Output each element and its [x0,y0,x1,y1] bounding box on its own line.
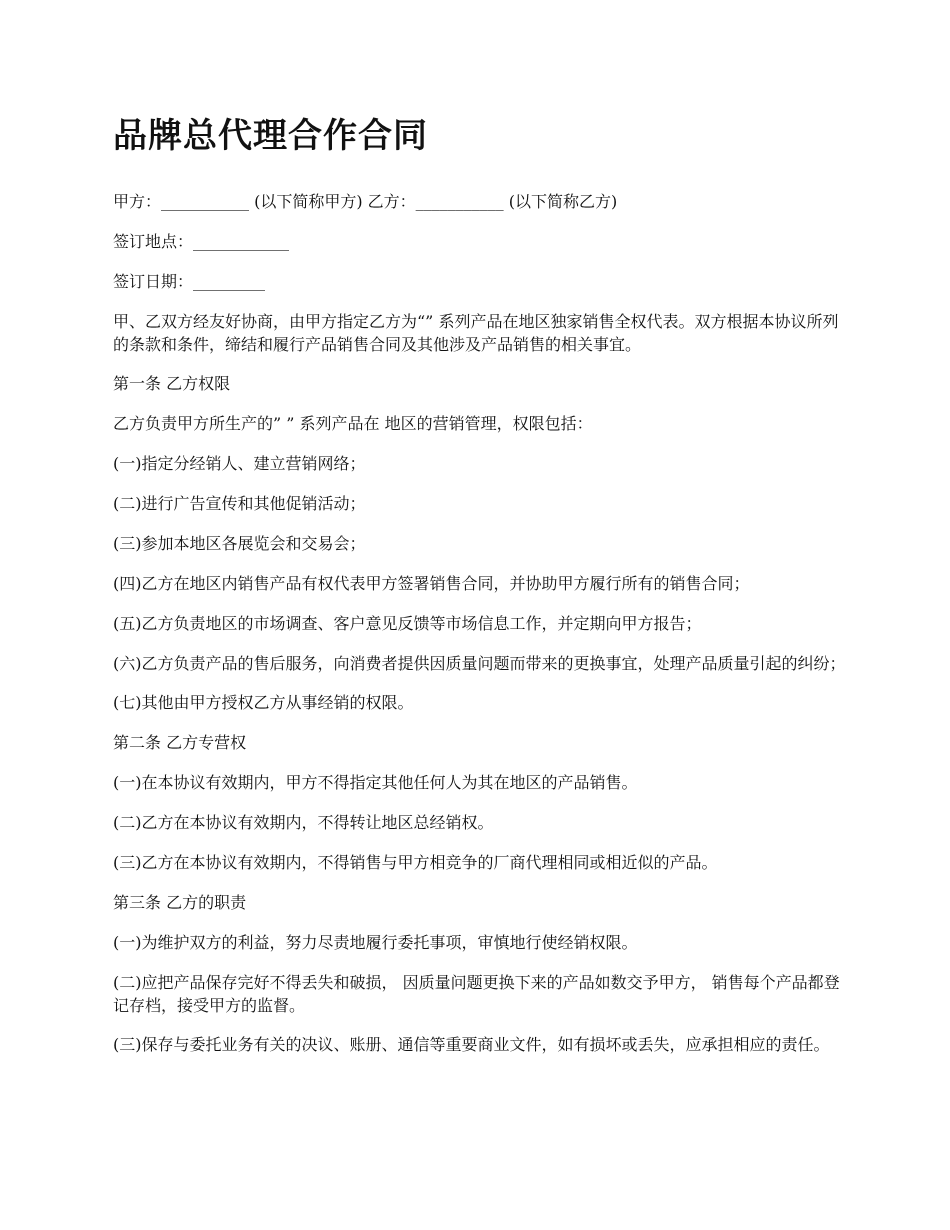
signing-location: 签订地点：____________ [113,232,290,251]
article-2-item-1: (一)在本协议有效期内，甲方不得指定其他任何人为其在地区的产品销售。 [113,773,638,792]
article-1-intro: 乙方负责甲方所生产的” ” 系列产品在 地区的营销管理，权限包括： [113,414,593,433]
party-line: 甲方：___________ (以下简称甲方) 乙方：___________ (以下简称乙方) [113,192,618,211]
article-1-item-1: (一)指定分经销人、建立营销网络； [113,454,366,473]
article-3-item-2: (二)应把产品保存完好不得丢失和破损， 因质量问题更换下来的产品如数交予甲方， 销售每个产品都登记存档，接受甲方的监督。 [113,973,840,1015]
article-1-item-7: (七)其他由甲方授权乙方从事经销的权限。 [113,693,414,712]
article-1-item-5: (五)乙方负责地区的市场调查、客户意见反馈等市场信息工作，并定期向甲方报告； [113,614,702,633]
article-2-item-3: (三)乙方在本协议有效期内，不得销售与甲方相竞争的厂商代理相同或相近似的产品。 [113,853,718,872]
signing-date: 签订日期：_________ [113,272,266,291]
document-title: 品牌总代理合作合同 [113,116,428,156]
article-1-heading: 第一条 乙方权限 [113,374,231,393]
article-1-item-2: (二)进行广告宣传和其他促销活动； [113,494,366,513]
article-1-item-6: (六)乙方负责产品的售后服务，向消费者提供因质量问题而带来的更换事宜，处理产品质量引起的纠纷； [113,654,846,673]
preamble-paragraph: 甲、乙双方经友好协商，由甲方指定乙方为“” 系列产品在地区独家销售全权代表。双方根据本协议所列的条款和条件，缔结和履行产品销售合同及其他涉及产品销售的相关事宜。 [113,312,839,354]
article-2-item-2: (二)乙方在本协议有效期内，不得转让地区总经销权。 [113,813,494,832]
article-2-heading: 第二条 乙方专营权 [113,733,247,752]
article-1-item-4: (四)乙方在地区内销售产品有权代表甲方签署销售合同，并协助甲方履行所有的销售合同； [113,574,750,593]
article-3-item-3: (三)保存与委托业务有关的决议、账册、通信等重要商业文件，如有损坏或丢失，应承担相应的责任。 [113,1035,830,1054]
article-3-item-1: (一)为维护双方的利益，努力尽责地履行委托事项，审慎地行使经销权限。 [113,933,638,952]
document-page [113,112,853,1072]
article-3-heading: 第三条 乙方的职责 [113,893,247,912]
article-1-item-3: (三)参加本地区各展览会和交易会； [113,534,366,553]
